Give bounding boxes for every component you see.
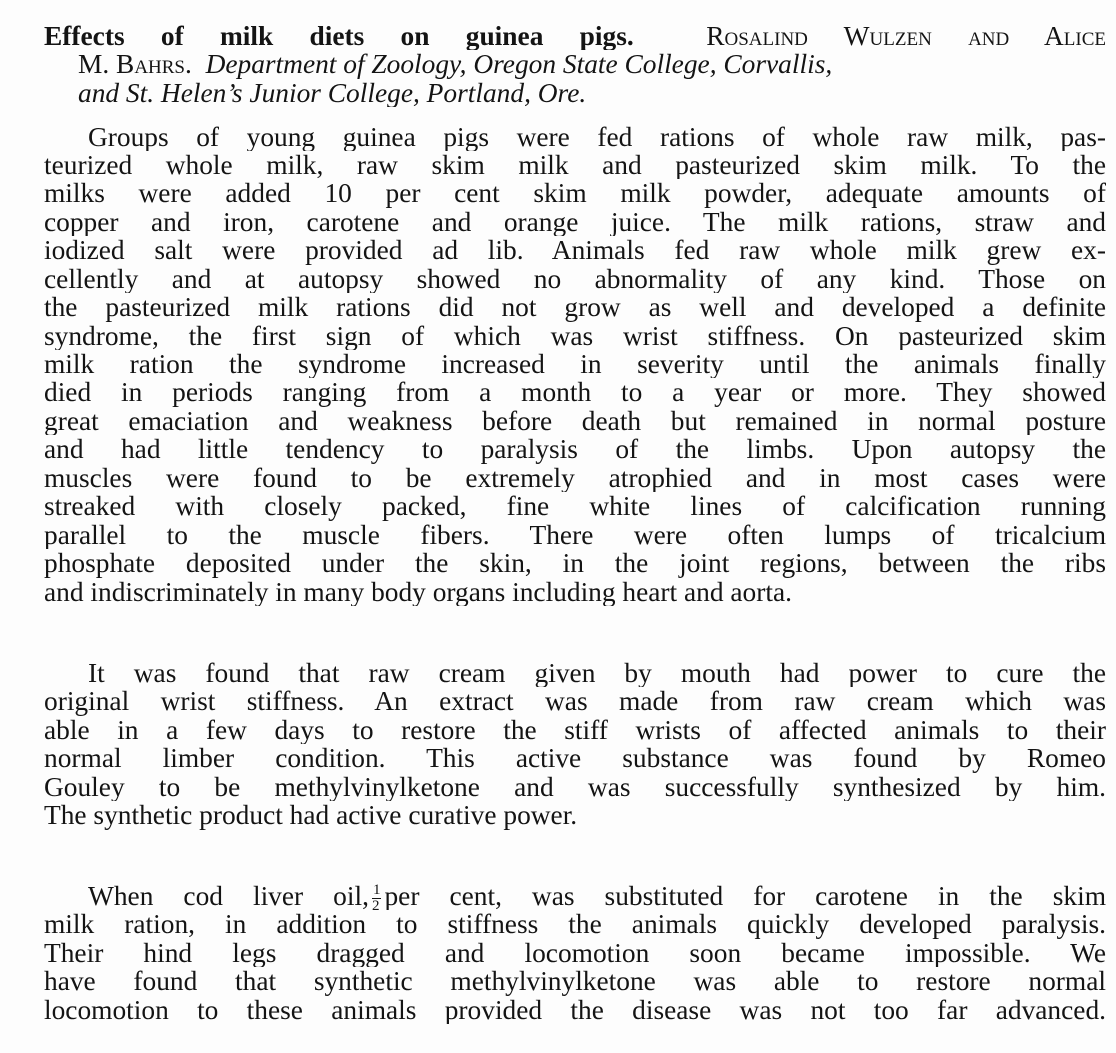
body-line: The synthetic product had active curative power. xyxy=(44,801,578,830)
authors-second-line: M. Bahrs. xyxy=(78,50,192,79)
fraction-trail-text: per cent, was substituted for carotene in the skim xyxy=(384,882,1106,911)
body-line: phosphate deposited under the skin, in the joint regions, between the ribs xyxy=(44,549,1106,578)
body-line: iodized salt were provided ad lib. Animals fed raw whole milk grew ex- xyxy=(44,236,1106,265)
body-line: Their hind legs dragged and locomotion soon became impossible. We xyxy=(44,938,1106,968)
affiliation-first-line: Department of Zoology, Oregon State College, Corvallis, xyxy=(205,50,833,79)
body-line: cellently and at autopsy showed no abnormality of any kind. Those on xyxy=(44,264,1106,294)
body-line: streaked with closely packed, fine white lines of calcification running xyxy=(44,492,1106,521)
body-line-with-fraction xyxy=(44,882,1106,910)
one-half-fraction xyxy=(372,883,382,910)
paragraph-2 xyxy=(44,659,1106,830)
body-line: copper and iron, carotene and orange juice. The milk rations, straw and xyxy=(44,207,1106,237)
body-line: the pasteurized milk rations did not grow as well and developed a definite xyxy=(44,293,1106,322)
body-line: Groups of young guinea pigs were fed rations of whole raw milk, pas- xyxy=(88,122,1106,151)
abstract-header xyxy=(44,22,1106,107)
fraction-denominator: 2 xyxy=(371,898,380,911)
body-line: and had little tendency to paralysis of the limbs. Upon autopsy the xyxy=(44,435,1106,464)
body-line: original wrist stiffness. An extract was made from raw cream which was xyxy=(44,687,1106,716)
body-line: and indiscriminately in many body organs including heart and aorta. xyxy=(44,577,792,606)
body-line: able in a few days to restore the stiff wrists of affected animals to their xyxy=(44,715,1106,745)
authors-first-line: Rosalind Wulzen and Alice xyxy=(706,22,1106,51)
authors-affiliation-line xyxy=(44,50,1106,78)
body-line: parallel to the muscle fibers. There were often lumps of tricalcium xyxy=(44,520,1106,550)
affiliation-line xyxy=(44,79,1106,107)
fraction-numerator: 1 xyxy=(372,882,381,899)
paragraph-3 xyxy=(44,882,1106,1024)
article-title: Effects of milk diets on guinea pigs. xyxy=(44,22,634,51)
body-line: It was found that raw cream given by mouth had power to cure the xyxy=(88,659,1106,688)
body-line: normal limber condition. This active substance was found by Romeo xyxy=(44,744,1106,773)
fraction-lead-text: When cod liver oil, xyxy=(88,882,369,911)
body-line: syndrome, the first sign of which was wrist stiffness. On pasteurized skim xyxy=(44,321,1106,350)
body-line: died in periods ranging from a month to a year or more. They showed xyxy=(44,378,1106,407)
title-line xyxy=(44,22,1106,50)
body-line: muscles were found to be extremely atrophied and in most cases were xyxy=(44,463,1106,493)
paragraph-1 xyxy=(44,123,1106,606)
affiliation-second-line: and St. Helen’s Junior College, Portland, Ore. xyxy=(78,78,587,108)
body-line: teurized whole milk, raw skim milk and pasteurized skim milk. To the xyxy=(44,150,1106,180)
body-line: milks were added 10 per cent skim milk powder, adequate amounts of xyxy=(44,179,1106,208)
body-line: Gouley to be methylvinylketone and was successfully synthesized by him. xyxy=(44,772,1106,802)
body-line: great emaciation and weakness before death but remained in normal posture xyxy=(44,406,1106,436)
body-line: milk ration, in addition to stiffness the animals quickly developed paralysis. xyxy=(44,910,1106,939)
body-line: have found that synthetic methylvinylketone was able to restore normal xyxy=(44,967,1106,996)
body-line: milk ration the syndrome increased in severity until the animals finally xyxy=(44,350,1106,379)
body-line: locomotion to these animals provided the disease was not too far advanced. xyxy=(44,995,1106,1025)
